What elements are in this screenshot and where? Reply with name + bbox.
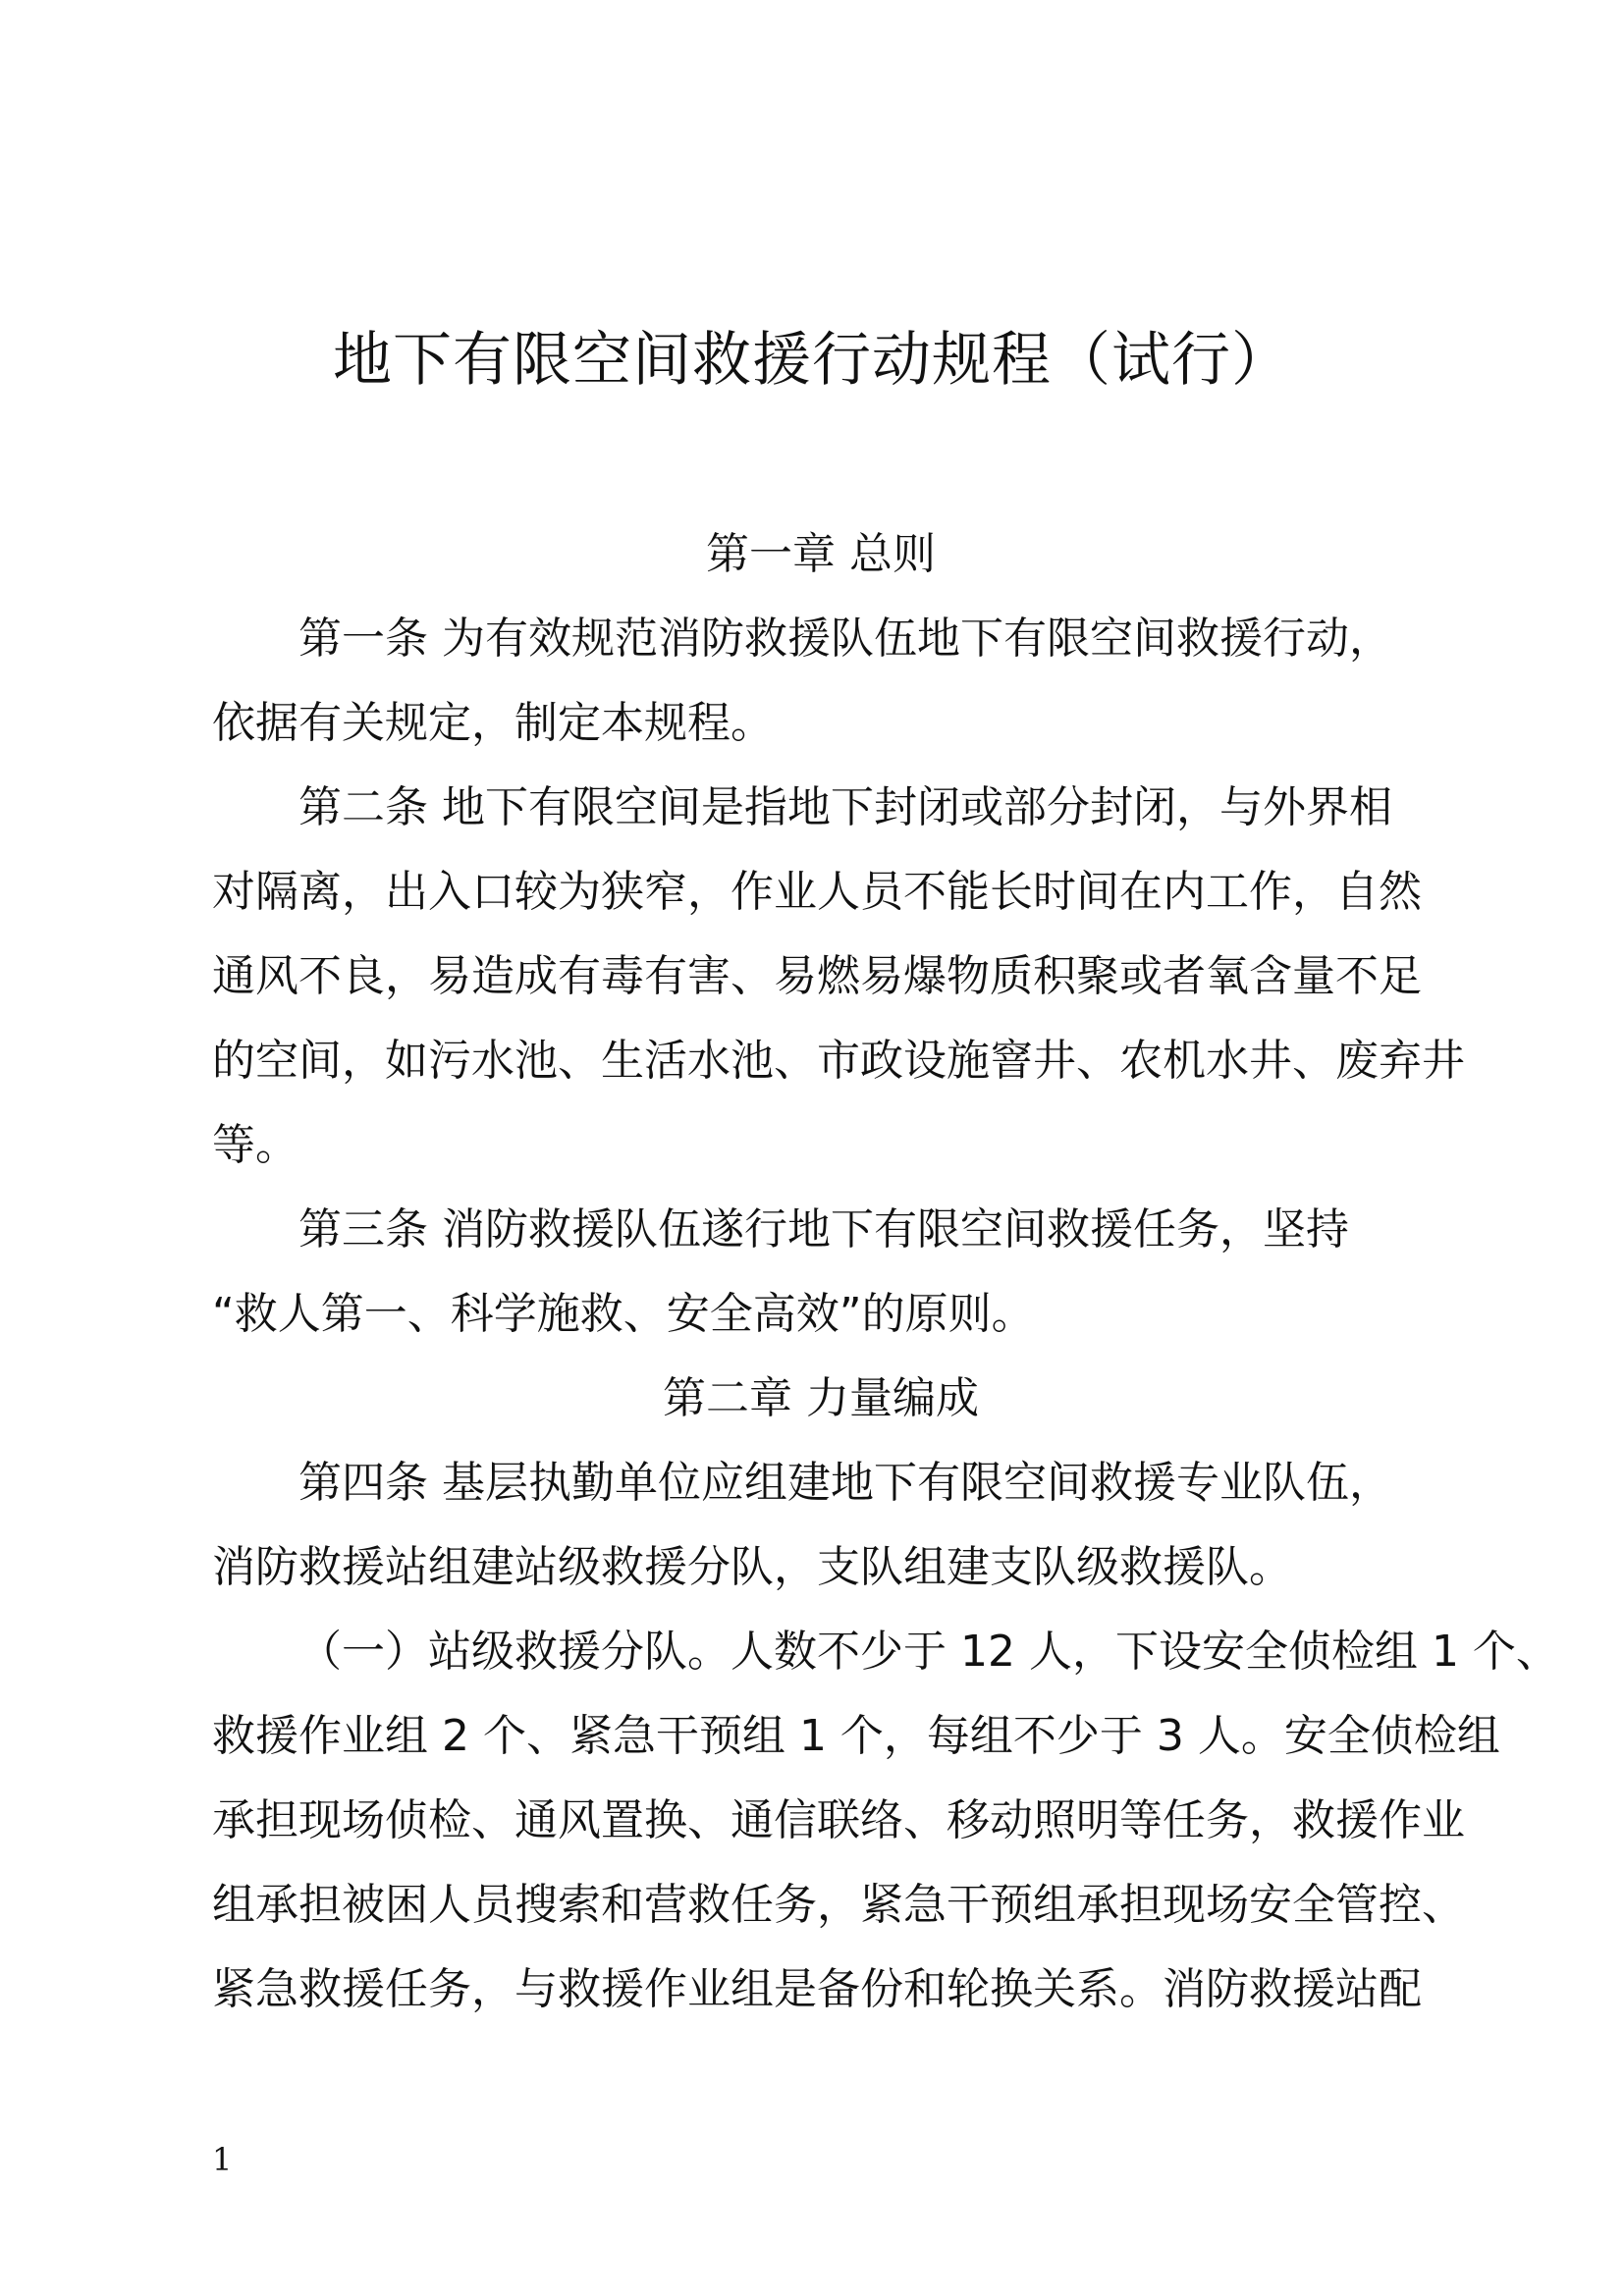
article-2-line: 对隔离，出入口较为狭窄，作业人员不能长时间在内工作，自然 (212, 867, 1422, 917)
document-body (212, 512, 1559, 2032)
chapter-2-heading: 第二章 力量编成 (663, 1373, 979, 1423)
article-2-line: 第二条 地下有限空间是指地下封闭或部分封闭，与外界相 (298, 782, 1392, 832)
article-1-line: 第一条 为有效规范消防救援队伍地下有限空间救援行动， (298, 614, 1392, 664)
chapter-1-heading: 第一章 总则 (706, 529, 936, 579)
article-3-line: 第三条 消防救援队伍遂行地下有限空间救援任务，坚持 (298, 1204, 1349, 1255)
article-3 (212, 1188, 1430, 1357)
document-title: 地下有限空间救援行动规程（试行） (333, 326, 1291, 395)
article-1 (212, 597, 1430, 766)
article-4-line: 第四条 基层执勤单位应组建地下有限空间救援专业队伍， (298, 1458, 1392, 1508)
article-1-line: 依据有关规定，制定本规程。 (212, 698, 774, 748)
item-1-line: （一）站级救援分队。人数不少于 12 人，下设安全侦检组 1 个、 (298, 1627, 1559, 1677)
article-3-line: “救人第一、科学施救、安全高效”的原则。 (212, 1289, 1035, 1339)
item-1-line: 救援作业组 2 个、紧急干预组 1 个，每组不少于 3 人。安全侦检组 (212, 1711, 1500, 1761)
item-1 (212, 1610, 1559, 2032)
article-2-line: 等。 (212, 1120, 298, 1170)
item-1-line: 紧急救援任务，与救援作业组是备份和轮换关系。消防救援站配 (212, 1964, 1422, 2014)
article-2 (212, 766, 1465, 1188)
item-1-line: 组承担被困人员搜索和营救任务，紧急干预组承担现场安全管控、 (212, 1880, 1465, 1930)
item-1-line: 承担现场侦检、通风置换、通信联络、移动照明等任务，救援作业 (212, 1795, 1465, 1845)
article-2-line: 的空间，如污水池、生活水池、市政设施窨井、农机水井、废弃井 (212, 1036, 1465, 1086)
article-4 (212, 1441, 1430, 1610)
article-4-line: 消防救援站组建站级救援分队，支队组建支队级救援队。 (212, 1542, 1292, 1592)
page-number: 1 (212, 2141, 233, 2178)
article-2-line: 通风不良，易造成有毒有害、易燃易爆物质积聚或者氧含量不足 (212, 951, 1422, 1001)
